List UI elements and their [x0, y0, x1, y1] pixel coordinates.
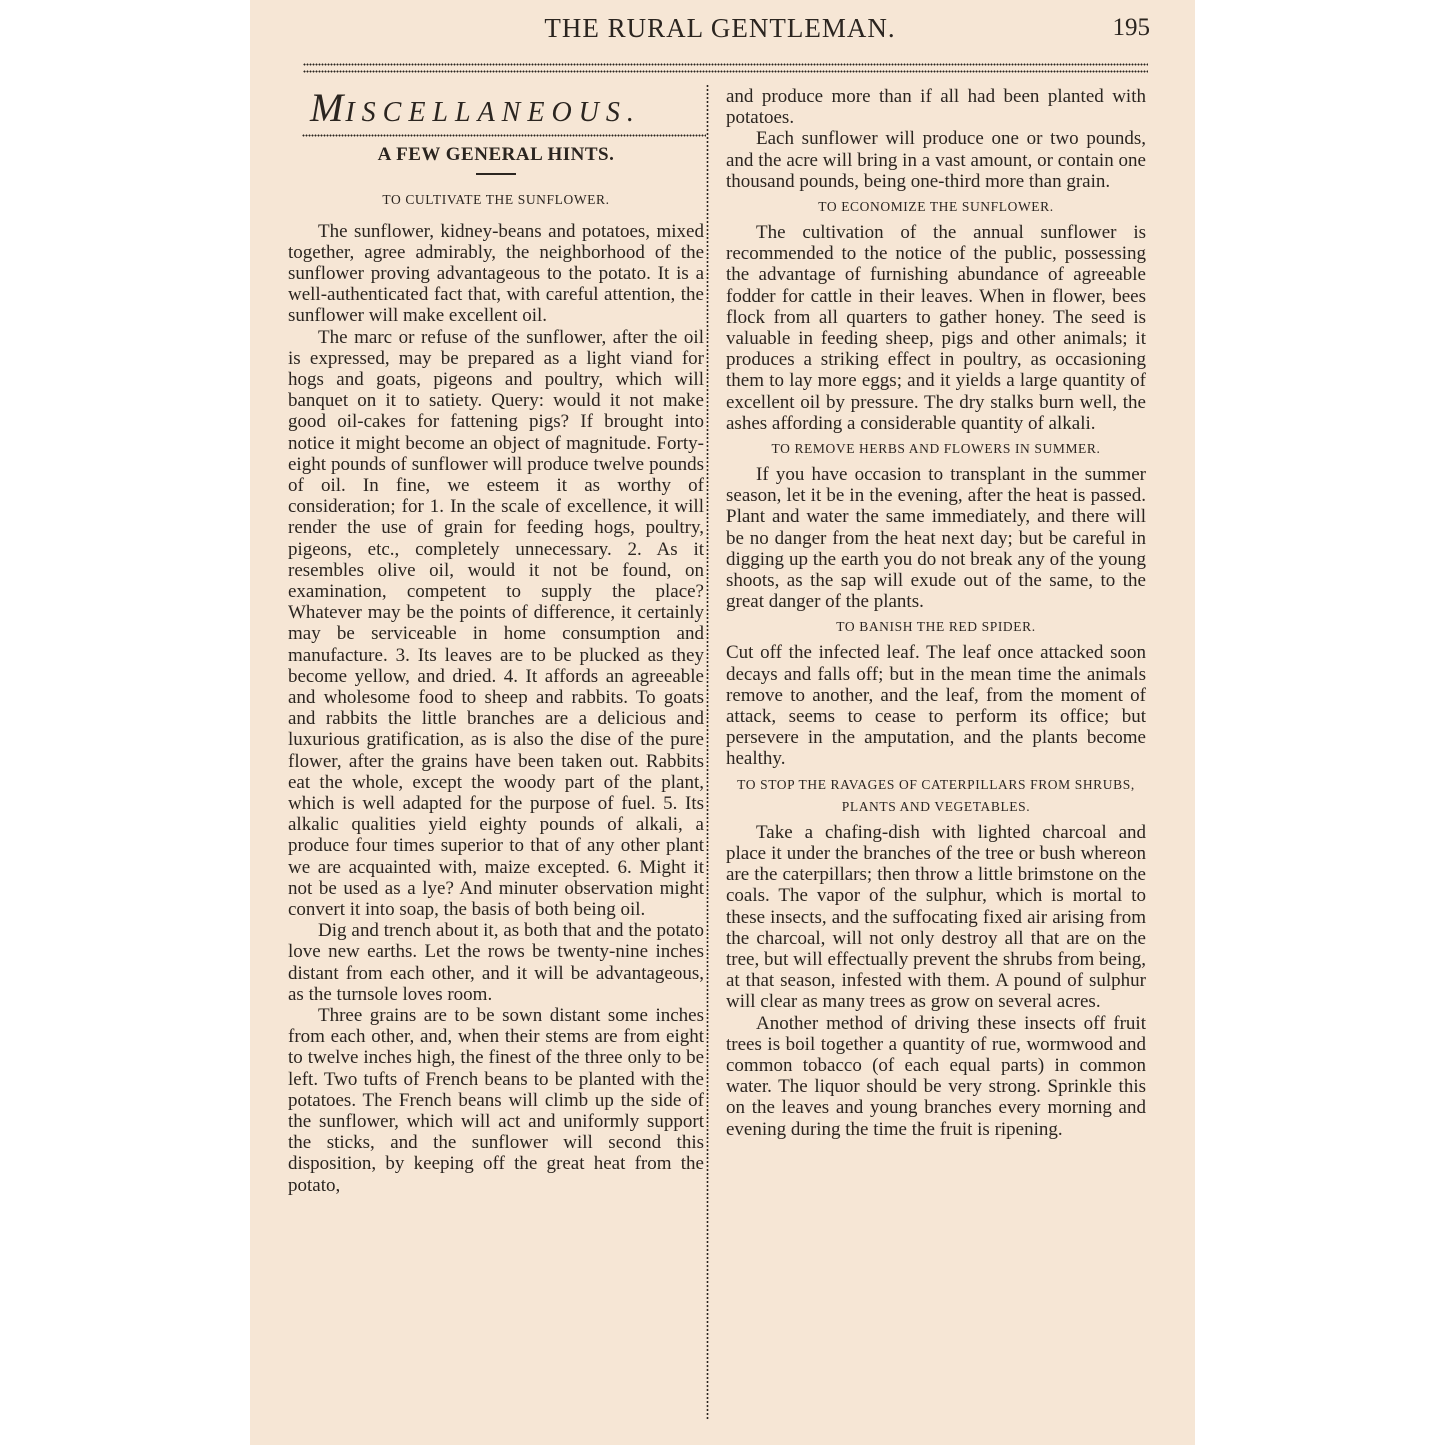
- header-rule-bottom: [303, 70, 1148, 73]
- paragraph: Cut off the infected leaf. The leaf once attacked soon decays and falls off; but in the mean time the animals remove to another, and the leaf, from the moment of attack, seems to cease to perform its office; but persevere in the amputation, and the plants become healthy.: [726, 642, 1146, 770]
- page-header: [290, 12, 1150, 48]
- right-column: [726, 86, 1146, 1140]
- paragraph: The cultivation of the annual sunflower is recommended to the notice of the public, possessing the advantage of furnishing abundance of agreeable fodder for cattle in their leaves. When in flower, bees flock from all quarters to gather honey. The seed is valuable in feeding sheep, pigs and other animals; it produces a striking effect in poultry, as occasioning them to lay more eggs; and it yields a large quantity of excellent oil by pressure. The dry stalks burn well, the ashes affording a considerable quantity of alkali.: [726, 222, 1146, 434]
- journal-title: THE RURAL GENTLEMAN.: [544, 13, 896, 43]
- subheading-caterpillars: TO STOP THE RAVAGES OF CATERPILLARS FROM SHRUBS, PLANTS AND VEGETABLES.: [737, 776, 1135, 814]
- header-rule-top: [303, 63, 1148, 66]
- paragraph: Take a chafing-dish with lighted charcoal and place it under the branches of the tree or bush whereon are the caterpillars; then throw a little brimstone on the coals. The vapor of the sulphur, which is mortal to these insects, and the suffocating fixed air arising from the charcoal, will not only destroy all that are on the tree, but will effectually prevent the shrubs from being, at that season, infested with them. A pound of sulphur will clear as many trees as grow on several acres.: [726, 821, 1146, 1013]
- column-divider: [706, 84, 709, 1419]
- paragraph: The marc or refuse of the sunflower, after the oil is expressed, may be prepared as a light viand for hogs and goats, pigeons and poultry, which will banquet on it to satiety. Query: would it not make good oil-cakes for fattening pigs? If brought into notice it might become an object of magnitude. Forty-eight pounds of sunflower will produce twelve pounds of oil. In fine, we esteem it as worthy of consideration; for 1. In the scale of excellence, it will render the use of grain for feeding hogs, poultry, pigeons, etc., completely unnecessary. 2. As it resembles olive oil, would it not be found, on examination, competent to supply the place? Whatever may be the points of difference, it certainly may be serviceable in home consumption and manufacture. 3. Its leaves are to be plucked as they become yellow, and dried. 4. It affords an agreeable and wholesome food to sheep and rabbits. To goats and rabbits the little branches are a delicious and luxurious gratification, as is also the dise of the pure flower, after the grains have been taken out. Rabbits eat the whole, except the woody part of the plant, which is well adapted for the purpose of fuel. 5. Its alkalic qualities yield eighty pounds of alkali, a produce four times superior to that of any other plant we are acquainted with, maize excepted. 6. Might it not be used as a lye? And minuter observation might convert it into soap, the basis of both being oil.: [288, 326, 704, 920]
- paragraph-continuation: and produce more than if all had been planted with potatoes.: [726, 86, 1146, 129]
- article-title: A FEW GENERAL HINTS.: [377, 144, 615, 165]
- paragraph: Three grains are to be sown distant some inches from each other, and, when their stems are from eight to twelve inches high, the finest of the three only to be left. Two tufts of French beans to be planted with the potatoes. The French beans will climb up the side of the sunflower, which will act and uniformly support the sticks, and the sunflower will second this disposition, by keeping off the great heat from the potato,: [288, 1005, 704, 1196]
- subheading-economize: TO ECONOMIZE THE SUNFLOWER.: [818, 199, 1054, 215]
- paragraph: If you have occasion to transplant in the summer season, let it be in the evening, after the heat is passed. Plant and water the same immediately, and there will be no danger from the heat next day; but be careful in digging up the earth you do not break any of the young shoots, as the sap will exude out of the same, to the great danger of the plants.: [726, 464, 1146, 613]
- paragraph: Dig and trench about it, as both that and the potato love new earths. Let the rows be twenty-nine inches distant from each other, and it will be advantageous, as the turnsole loves room.: [288, 920, 704, 1005]
- paragraph: Each sunflower will produce one or two pounds, and the acre will bring in a vast amount, or contain one thousand pounds, being one-third more than grain.: [726, 128, 1146, 192]
- title-rule: [476, 173, 516, 175]
- section-heading-initial: M: [310, 85, 346, 130]
- page-number: 195: [1112, 14, 1150, 41]
- subheading-red-spider: TO BANISH THE RED SPIDER.: [836, 619, 1036, 635]
- subheading-cultivate: TO CULTIVATE THE SUNFLOWER.: [382, 191, 610, 207]
- paragraph: The sunflower, kidney-beans and potatoes, mixed together, agree admirably, the neighborhood of the sunflower proving advantageous to the potato. It is a well-authenticated fact that, with careful attention, the sunflower will make excellent oil.: [288, 220, 704, 327]
- section-heading-rest: ISCELLANEOUS.: [345, 97, 641, 128]
- section-heading-rule: [302, 134, 706, 137]
- left-column: [288, 86, 704, 1196]
- subheading-remove-herbs: TO REMOVE HERBS AND FLOWERS IN SUMMER.: [771, 441, 1101, 457]
- section-heading: [310, 86, 704, 134]
- paragraph: Another method of driving these insects off fruit trees is boil together a quantity of rue, wormwood and common tobacco (of each equal parts) in common water. The liquor should be very strong. Sprinkle this on the leaves and young branches every morning and evening during the time the fruit is ripening.: [726, 1012, 1146, 1140]
